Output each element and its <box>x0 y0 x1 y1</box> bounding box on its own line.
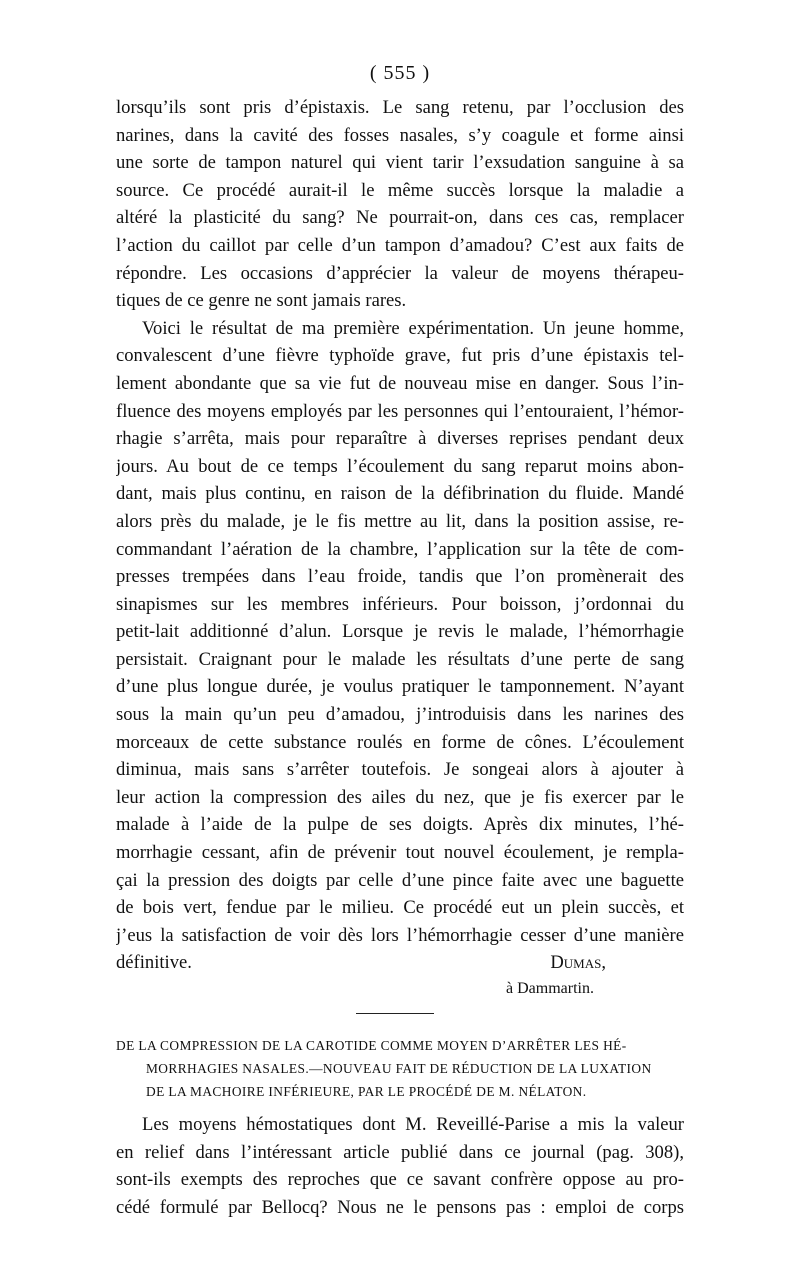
text-line: sinapismes sur les membres inférieurs. Pour boisson, j’ordonnai du <box>116 593 684 615</box>
heading-line: DE LA COMPRESSION DE LA CAROTIDE COMME MOYEN D’ARRÊTER LES HÉ- <box>116 1038 627 1053</box>
text-line: persistait. Craignant pour le malade les résultats d’une perte de sang <box>116 648 684 670</box>
text-line: dant, mais plus continu, en raison de la défibrination du fluide. Mandé <box>116 483 684 505</box>
paragraph-2 <box>116 315 684 950</box>
text-line: convalescent d’une fièvre typhoïde grave, fut pris d’une épistaxis tel- <box>116 345 684 367</box>
signature-row <box>116 949 684 977</box>
closing-word: définitive. <box>116 952 192 974</box>
text-line: tiques de ce genre ne sont jamais rares. <box>116 290 407 312</box>
text-line: Les moyens hémostatiques dont M. Reveillé-Parise a mis la valeur <box>142 1114 684 1135</box>
signature-place: à Dammartin. <box>506 980 594 997</box>
text-line: sous la main qu’un peu d’amadou, j’introduisis dans les narines des <box>116 704 684 726</box>
text-line: répondre. Les occasions d’apprécier la valeur de moyens thérapeu- <box>116 262 684 284</box>
page-number: ( 555 ) <box>369 62 431 84</box>
text-line: rhagie s’arrêta, mais pour reparaître à diverses reprises pendant deux <box>116 428 684 450</box>
section-divider <box>356 1013 434 1014</box>
text-line: d’une plus longue durée, je voulus pratiquer le tamponnement. N’ayant <box>116 676 684 698</box>
text-line: diminua, mais sans s’arrêter toutefois. Je songeai alors à ajouter à <box>116 759 684 781</box>
heading-line: MORRHAGIES NASALES.—NOUVEAU FAIT DE RÉDUCTION DE LA LUXATION <box>146 1061 652 1076</box>
text-line: Voici le résultat de ma première expérimentation. Un jeune homme, <box>142 317 684 339</box>
text-line: fluence des moyens employés par les personnes qui l’entouraient, l’hémor- <box>116 400 684 422</box>
text-line: leur action la compression des ailes du nez, que je fis exercer par le <box>116 786 684 808</box>
paragraph-3 <box>116 1111 684 1221</box>
text-line: morrhagie cessant, afin de prévenir tout nouvel écoulement, je rempla- <box>116 842 684 864</box>
text-line: alors près du malade, je le fis mettre au lit, dans la position assise, re- <box>116 510 684 532</box>
text-line: cédé formulé par Bellocq? Nous ne le pensons pas : emploi de corps <box>116 1196 684 1218</box>
text-line: lement abondante que sa vie fut de nouveau mise en danger. Sous l’in- <box>116 372 684 394</box>
text-line: une sorte de tampon naturel qui vient tarir l’exsudation sanguine à sa <box>116 152 684 174</box>
signature-name: Dumas, <box>550 952 606 974</box>
text-line: narines, dans la cavité des fosses nasales, s’y coagule et forme ainsi <box>116 124 684 146</box>
article-text <box>116 94 684 1221</box>
text-line: presses trempées dans l’eau froide, tandis que l’on promènerait des <box>116 566 684 588</box>
text-line: j’eus la satisfaction de voir dès lors l’hémorrhagie cesser d’une manière <box>116 924 684 946</box>
text-line: petit-lait additionné d’alun. Lorsque je revis le malade, l’hémorrhagie <box>116 621 684 643</box>
text-line: en relief dans l’intéressant article publié dans ce journal (pag. 308), <box>116 1141 684 1163</box>
text-line: commandant l’aération de la chambre, l’application sur la tête de com- <box>116 538 684 560</box>
heading-line: DE LA MACHOIRE INFÉRIEURE, PAR LE PROCÉDÉ DE M. NÉLATON. <box>146 1084 587 1099</box>
section-heading <box>116 1034 684 1103</box>
text-line: lorsqu’ils sont pris d’épistaxis. Le sang retenu, par l’occlusion des <box>116 97 684 118</box>
text-line: source. Ce procédé aurait-il le même succès lorsque la maladie a <box>116 179 684 201</box>
text-line: l’action du caillot par celle d’un tampon d’amadou? C’est aux faits de <box>116 234 684 256</box>
text-line: malade à l’aide de la pulpe de ses doigts. Après dix minutes, l’hé- <box>116 814 684 836</box>
paragraph-1 <box>116 94 684 315</box>
text-line: morceaux de cette substance roulés en forme de cônes. L’écoulement <box>116 731 684 753</box>
text-line: altéré la plasticité du sang? Ne pourrait-on, dans ces cas, remplacer <box>116 207 684 229</box>
text-line: sont-ils exempts des reproches que ce savant confrère oppose au pro- <box>116 1169 684 1191</box>
text-line: jours. Au bout de ce temps l’écoulement du sang reparut moins abon- <box>116 455 684 477</box>
text-line: de bois vert, fendue par le milieu. Ce procédé eut un plein succès, et <box>116 897 684 919</box>
text-line: çai la pression des doigts par celle d’une pince faite avec une baguette <box>116 869 684 891</box>
